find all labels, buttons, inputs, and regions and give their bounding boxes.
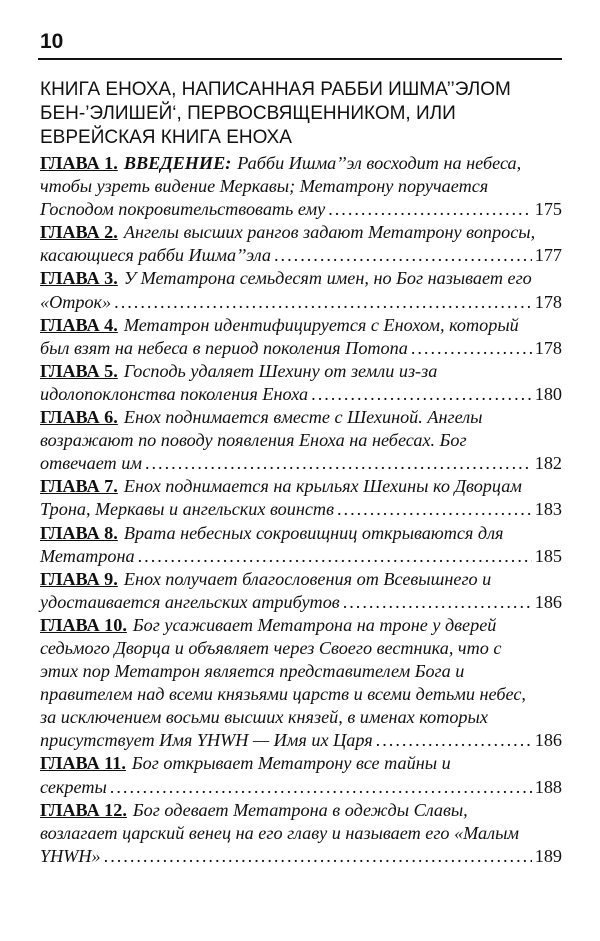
toc-entry-line <box>40 637 562 660</box>
toc-entry <box>40 152 562 221</box>
chapter-label: ГЛАВА 8. <box>40 522 118 543</box>
dot-leader <box>274 244 532 267</box>
toc-entry <box>40 406 562 475</box>
chapter-label: ГЛАВА 7. <box>40 476 118 497</box>
dot-leader <box>145 452 532 475</box>
chapter-title-text: YHWH» <box>40 845 101 866</box>
chapter-label: ГЛАВА 6. <box>40 407 118 428</box>
chapter-title-text: Метатрон идентифицируется с Енохом, который <box>123 314 519 335</box>
toc-entry <box>40 614 562 753</box>
toc-entry <box>40 221 562 267</box>
toc-entry-line <box>40 406 562 429</box>
toc-entry <box>40 475 562 521</box>
chapter-title-text: этих пор Метатрон является представителем Бога и <box>40 661 465 682</box>
chapter-title-text: возражают по поводу появления Еноха на небесах. Бог <box>40 430 467 451</box>
page-ref: 177 <box>534 245 562 266</box>
toc-entry <box>40 360 562 406</box>
chapter-title-text: за исключением восьми высших князей, в именах которых <box>40 707 488 728</box>
chapter-label: ГЛАВА 2. <box>40 222 118 243</box>
chapter-label: ГЛАВА 9. <box>40 568 118 589</box>
toc-entry-line <box>40 429 562 452</box>
chapter-title-text: Врата небесных сокровищниц открываются для <box>123 522 504 543</box>
toc-entry-line <box>40 452 562 475</box>
chapter-intro-label: ВВЕДЕНИЕ: <box>123 153 232 173</box>
toc-entry-line <box>40 822 562 845</box>
page-ref: 186 <box>534 730 562 751</box>
page-ref: 182 <box>534 453 562 474</box>
dot-leader <box>337 498 532 521</box>
toc-entry-line <box>40 244 562 267</box>
dot-leader <box>411 337 532 360</box>
table-of-contents <box>40 152 562 868</box>
chapter-title-text: Господь удаляет Шехину от земли из-за <box>123 360 438 381</box>
chapter-title-text: чтобы узреть видение Меркавы; Метатрону поручается <box>40 176 489 197</box>
toc-entry-line <box>40 752 562 775</box>
chapter-label: ГЛАВА 5. <box>40 360 118 381</box>
chapter-title-text: Рабби Ишма’’эл восходит на небеса, <box>237 153 522 173</box>
dot-leader <box>114 291 532 314</box>
toc-entry-line <box>40 498 562 521</box>
toc-entry-line <box>40 314 562 337</box>
chapter-title-text: Трона, Меркавы и ангельских воинств <box>40 499 334 520</box>
toc-entry-line <box>40 383 562 406</box>
page-number: 10 <box>40 30 64 53</box>
toc-entry <box>40 799 562 868</box>
toc-entry-line <box>40 568 562 591</box>
chapter-title-text: возлагает царский венец на его главу и называет его «Малым <box>40 822 520 843</box>
chapter-label: ГЛАВА 11. <box>40 753 126 774</box>
toc-entry-line <box>40 291 562 314</box>
page-ref: 178 <box>534 337 562 358</box>
toc-entry-line <box>40 660 562 683</box>
toc-entry-line <box>40 221 562 244</box>
header-rule <box>38 58 562 60</box>
page-ref: 178 <box>534 291 562 312</box>
chapter-title-text: правителем над всеми князьями царств и всеми детьми небес, <box>40 684 526 705</box>
chapter-title-text: отвечает им <box>40 453 142 474</box>
chapter-title-text: удостаивается ангельских атрибутов <box>40 591 340 612</box>
dot-leader <box>343 591 532 614</box>
chapter-title-text: присутствует Имя YHWH — Имя их Царя <box>40 730 373 751</box>
chapter-label: ГЛАВА 10. <box>40 614 127 635</box>
toc-entry-line <box>40 799 562 822</box>
dot-leader <box>138 545 532 568</box>
toc-entry-line <box>40 614 562 637</box>
chapter-title-text: касающиеся рабби Ишма’’эла <box>40 245 271 266</box>
chapter-title-text: Енох поднимается вместе с Шехиной. Ангелы <box>123 407 483 428</box>
chapter-label: ГЛАВА 3. <box>40 268 118 289</box>
dot-leader <box>110 776 532 799</box>
toc-entry <box>40 314 562 360</box>
toc-entry <box>40 522 562 568</box>
chapter-title-text: Метатрона <box>40 545 135 566</box>
chapter-title-text: Бог одевает Метатрона в одежды Славы, <box>132 799 468 820</box>
chapter-title-text: Енох получает благословения от Всевышнего и <box>123 568 492 589</box>
toc-entry-line <box>40 845 562 868</box>
page-ref: 189 <box>534 845 562 866</box>
page-ref: 186 <box>534 591 562 612</box>
chapter-title-text: секреты <box>40 776 107 797</box>
toc-entry-line <box>40 475 562 498</box>
chapter-title-text: Енох поднимается на крыльях Шехины ко Дворцам <box>123 476 522 497</box>
toc-entry <box>40 267 562 313</box>
page-ref: 175 <box>534 199 562 220</box>
page-ref: 180 <box>534 383 562 404</box>
book-title <box>40 78 565 150</box>
dot-leader <box>104 845 532 868</box>
page-ref: 188 <box>534 776 562 797</box>
toc-entry-line <box>40 360 562 383</box>
toc-entry-line <box>40 152 562 175</box>
book-title-line: КНИГА ЕНОХА, НАПИСАННАЯ РАББИ ИШМА’’ЭЛОМ <box>40 79 511 100</box>
chapter-title-text: Бог открывает Метатрону все тайны и <box>131 753 451 774</box>
toc-entry-line <box>40 706 562 729</box>
dot-leader <box>376 729 532 752</box>
toc-entry-line <box>40 267 562 290</box>
book-title-line: БЕН-’ЭЛИШЕЙ‘, ПЕРВОСВЯЩЕННИКОМ, ИЛИ <box>40 103 456 124</box>
chapter-title-text: был взят на небеса в период поколения Потопа <box>40 337 408 358</box>
toc-entry-line <box>40 683 562 706</box>
toc-entry-line <box>40 522 562 545</box>
toc-entry <box>40 568 562 614</box>
chapter-title-text: Господом покровительствовать ему <box>40 199 326 220</box>
book-title-line: ЕВРЕЙСКАЯ КНИГА ЕНОХА <box>40 127 292 148</box>
chapter-title-text: седьмого Дворца и объявляет через Своего вестника, что с <box>40 637 502 658</box>
toc-entry-line <box>40 776 562 799</box>
chapter-title-text: Бог усаживает Метатрона на троне у дверей <box>132 614 497 635</box>
chapter-label: ГЛАВА 1. <box>40 153 118 173</box>
chapter-title-text: идолопоклонства поколения Еноха <box>40 383 309 404</box>
page-ref: 185 <box>534 545 562 566</box>
toc-entry-line <box>40 175 562 198</box>
chapter-title-text: «Отрок» <box>40 291 112 312</box>
toc-entry-line <box>40 729 562 752</box>
chapter-label: ГЛАВА 4. <box>40 314 118 335</box>
toc-entry-line <box>40 198 562 221</box>
chapter-title-text: Ангелы высших рангов задают Метатрону вопросы, <box>123 222 536 243</box>
toc-entry-line <box>40 591 562 614</box>
page-ref: 183 <box>534 499 562 520</box>
toc-entry-line <box>40 545 562 568</box>
toc-entry-line <box>40 337 562 360</box>
dot-leader <box>311 383 532 406</box>
toc-entry <box>40 752 562 798</box>
dot-leader <box>328 198 532 221</box>
chapter-label: ГЛАВА 12. <box>40 799 127 820</box>
chapter-title-text: У Метатрона семьдесят имен, но Бог называет его <box>123 268 532 289</box>
